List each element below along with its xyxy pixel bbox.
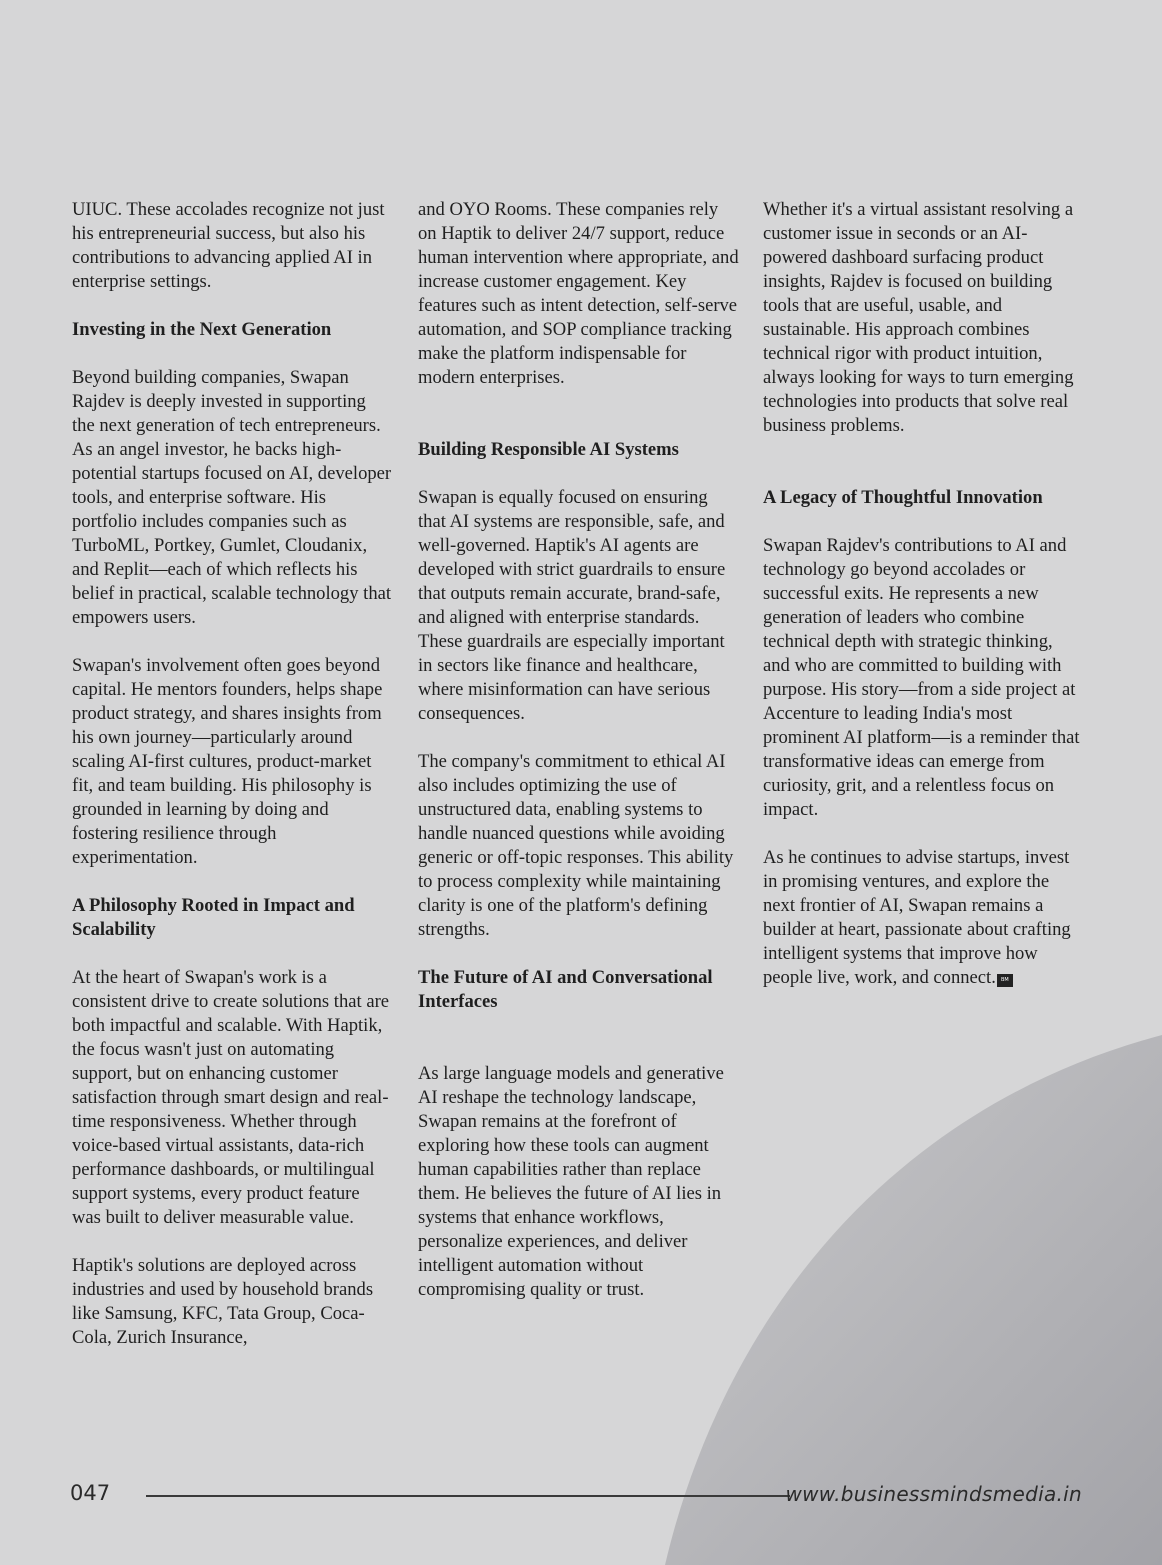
footer-divider bbox=[146, 1495, 790, 1497]
body-paragraph bbox=[418, 486, 740, 726]
paragraph-text: Swapan's involvement often goes beyond capital. He mentors founders, helps shape product strategy, and shares insights from his own journey—particularly around scaling AI-first cultures, product-market fit, and team building. His philosophy is grounded in learning by doing and fostering resilience through experimentation. bbox=[72, 655, 383, 868]
paragraph-text: Swapan Rajdev's contributions to AI and technology go beyond accolades or successful exits. He represents a new generation of leaders who combine technical depth with strategic thinking, and who are committed to building with purpose. His story—from a side project at Accenture to leading India's most prominent AI platform—is a reminder that transformative ideas can emerge from curiosity, grit, and a relentless focus on impact. bbox=[763, 535, 1080, 820]
paragraph-text: Haptik's solutions are deployed across industries and used by household brands like Samsung, KFC, Tata Group, Coca-Cola, Zurich Insurance, bbox=[72, 1255, 374, 1348]
paragraph-text: At the heart of Swapan's work is a consistent drive to create solutions that are both impactful and scalable. With Haptik, the focus wasn't just on automating support, but on enhancing customer satisfaction through smart design and real-time responsiveness. Whether through voice-based virtual assistants, data-rich performance dashboards, or multilingual support systems, every product feature was built to deliver measurable value. bbox=[72, 967, 390, 1228]
article-column-2 bbox=[418, 198, 740, 1326]
heading-text: Investing in the Next Generation bbox=[72, 319, 332, 340]
section-heading bbox=[418, 966, 740, 1014]
paragraph-text: Beyond building companies, Swapan Rajdev is deeply invested in supporting the next generation of tech entrepreneurs. As an angel investor, he backs high-potential startups focused on AI, developer tools, and enterprise software. His portfolio includes companies such as TurboML, Portkey, Gumlet, Cloudanix, and Replit—each of which reflects his belief in practical, scalable technology that empowers users. bbox=[72, 367, 392, 628]
body-paragraph bbox=[72, 654, 392, 870]
body-paragraph bbox=[72, 1254, 392, 1350]
heading-text: Building Responsible AI Systems bbox=[418, 439, 679, 460]
body-paragraph bbox=[763, 534, 1083, 822]
section-heading bbox=[72, 894, 392, 942]
article-column-1 bbox=[72, 198, 392, 1374]
body-paragraph bbox=[72, 966, 392, 1230]
footer-website-url: www.businessmindsmedia.in bbox=[785, 1482, 1082, 1506]
paragraph-text: Swapan is equally focused on ensuring that AI systems are responsible, safe, and well-governed. Haptik's AI agents are developed with strict guardrails to ensure that outputs remain accurate, brand-safe, and aligned with enterprise standards. These guardrails are especially important in sectors like finance and healthcare, where misinformation can have serious consequences. bbox=[418, 487, 726, 724]
section-heading bbox=[72, 318, 392, 342]
spacer bbox=[418, 1038, 740, 1062]
paragraph-text: The company's commitment to ethical AI also includes optimizing the use of unstructured data, enabling systems to handle nuanced questions while avoiding generic or off-topic responses. This ability to process complexity while maintaining clarity is one of the platform's defining strengths. bbox=[418, 751, 734, 940]
body-paragraph bbox=[418, 750, 740, 942]
section-heading bbox=[763, 486, 1083, 510]
spacer bbox=[763, 462, 1083, 486]
body-paragraph bbox=[763, 846, 1083, 990]
body-paragraph bbox=[72, 198, 392, 294]
heading-text: The Future of AI and Conversational Interfaces bbox=[418, 967, 713, 1012]
body-paragraph bbox=[72, 366, 392, 630]
article-column-3 bbox=[763, 198, 1083, 1014]
body-paragraph bbox=[418, 1062, 740, 1302]
paragraph-text: As he continues to advise startups, invest in promising ventures, and explore the next frontier of AI, Swapan remains a builder at heart, passionate about crafting intelligent systems that improve how people live, work, and connect. bbox=[763, 847, 1071, 988]
spacer bbox=[418, 414, 740, 438]
paragraph-text: UIUC. These accolades recognize not just his entrepreneurial success, but also his contributions to advancing applied AI in enterprise settings. bbox=[72, 199, 385, 292]
paragraph-text: As large language models and generative AI reshape the technology landscape, Swapan remains at the forefront of exploring how these tools can augment human capabilities rather than replace them. He believes the future of AI lies in systems that enhance workflows, personalize experiences, and deliver intelligent automation without compromising quality or trust. bbox=[418, 1063, 724, 1300]
page-number: 047 bbox=[70, 1481, 111, 1505]
body-paragraph bbox=[763, 198, 1083, 438]
body-paragraph bbox=[418, 198, 740, 390]
paragraph-text: and OYO Rooms. These companies rely on Haptik to deliver 24/7 support, reduce human intervention where appropriate, and increase customer engagement. Key features such as intent detection, self-serve automation, and SOP compliance tracking make the platform indispensable for modern enterprises. bbox=[418, 199, 739, 388]
section-heading bbox=[418, 438, 740, 462]
paragraph-text: Whether it's a virtual assistant resolving a customer issue in seconds or an AI-powered dashboard surfacing product insights, Rajdev is focused on building tools that are useful, usable, and sustainable. His approach combines technical rigor with product intuition, always looking for ways to turn emerging technologies into products that solve real business problems. bbox=[763, 199, 1074, 436]
heading-text: A Philosophy Rooted in Impact and Scalability bbox=[72, 895, 355, 940]
heading-text: A Legacy of Thoughtful Innovation bbox=[763, 487, 1043, 508]
end-of-article-logo-icon: BM bbox=[997, 974, 1013, 987]
